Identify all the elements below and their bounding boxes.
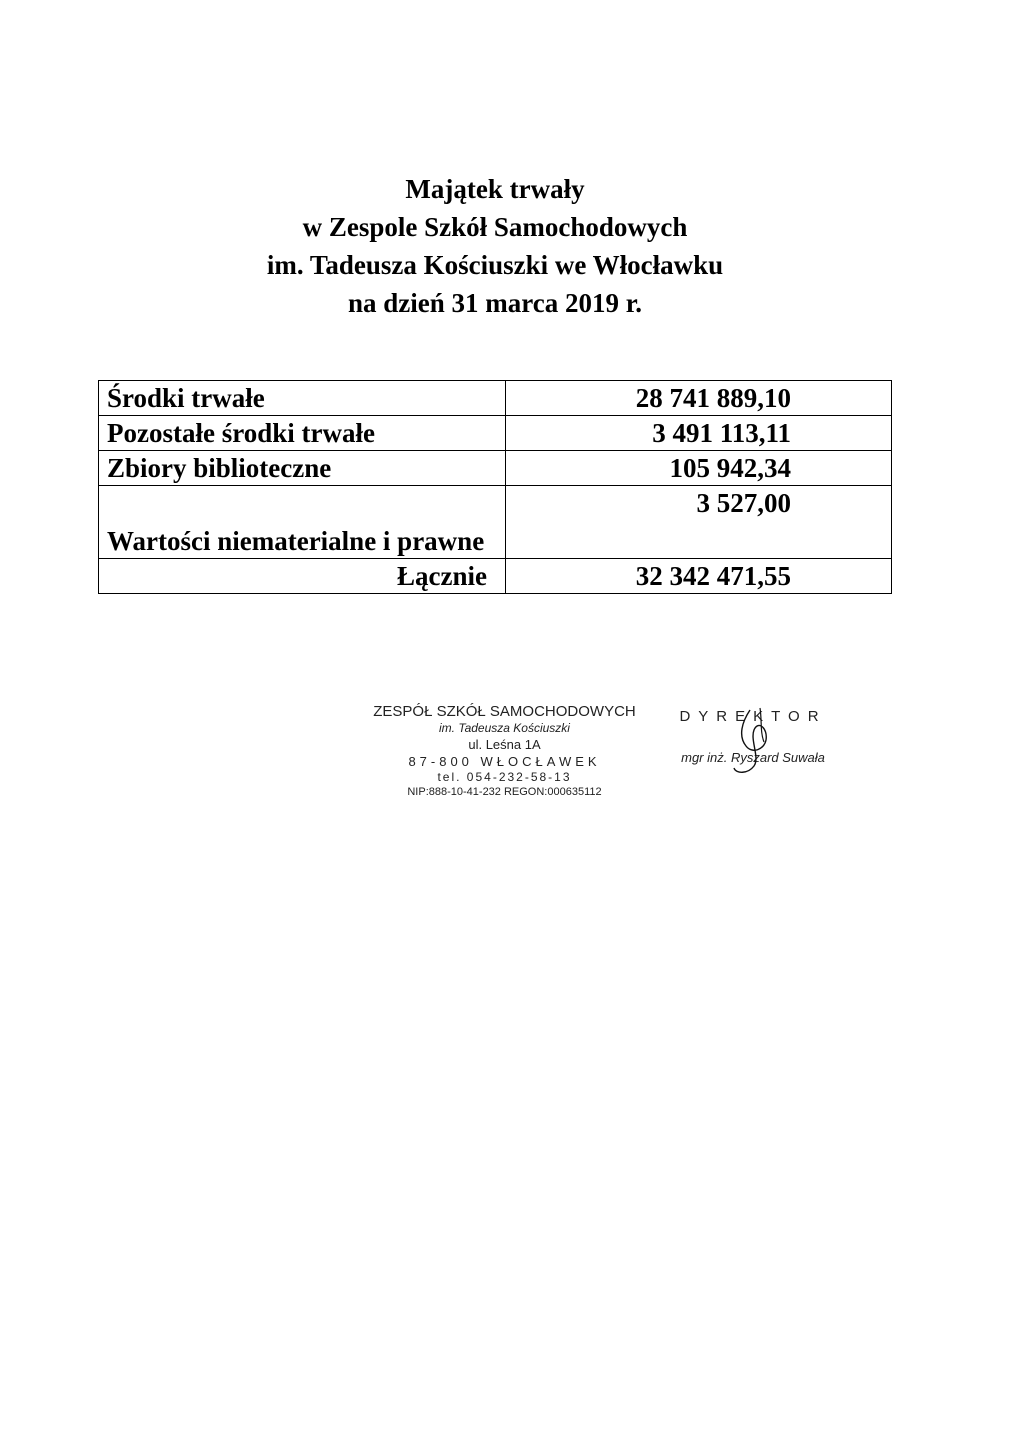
stamp-ids: NIP:888-10-41-232 REGON:000635112 (407, 786, 602, 798)
stamp-patron: im. Tadeusza Kościuszki (439, 721, 570, 735)
row-label: Środki trwałe (99, 381, 506, 416)
table-row (99, 381, 892, 416)
table-row (99, 451, 892, 486)
row-label: Pozostałe środki trwałe (99, 416, 506, 451)
title-line-1: Majątek trwały (405, 174, 585, 204)
row-value: 28 741 889,10 (506, 381, 892, 416)
row-label: Wartości niematerialne i prawne (99, 486, 506, 559)
handwritten-signature (720, 702, 790, 782)
table-row (99, 416, 892, 451)
total-row (99, 559, 892, 594)
school-stamp (372, 703, 637, 800)
table-row (99, 486, 892, 559)
title-line-2: w Zespole Szkół Samochodowych (302, 212, 688, 242)
document-title (0, 170, 990, 322)
row-label: Zbiory biblioteczne (99, 451, 506, 486)
assets-table (98, 380, 892, 594)
title-line-4: na dzień 31 marca 2019 r. (348, 288, 642, 318)
director-title: DYREKTOR (679, 708, 827, 725)
title-line-3: im. Tadeusza Kościuszki we Włocławku (266, 250, 724, 280)
row-value: 105 942,34 (506, 451, 892, 486)
row-value: 3 527,00 (506, 486, 892, 559)
row-value: 3 491 113,11 (506, 416, 892, 451)
total-label: Łącznie (99, 559, 506, 594)
director-name: mgr inż. Ryszard Suwała (681, 750, 825, 765)
stamp-street: ul. Leśna 1A (468, 737, 541, 752)
total-value: 32 342 471,55 (506, 559, 892, 594)
stamp-phone: tel. 054-232-58-13 (437, 770, 572, 784)
stamp-school-name: ZESPÓŁ SZKÓŁ SAMOCHODOWYCH (373, 703, 636, 720)
stamp-city: 87-800 WŁOCŁAWEK (408, 754, 601, 769)
